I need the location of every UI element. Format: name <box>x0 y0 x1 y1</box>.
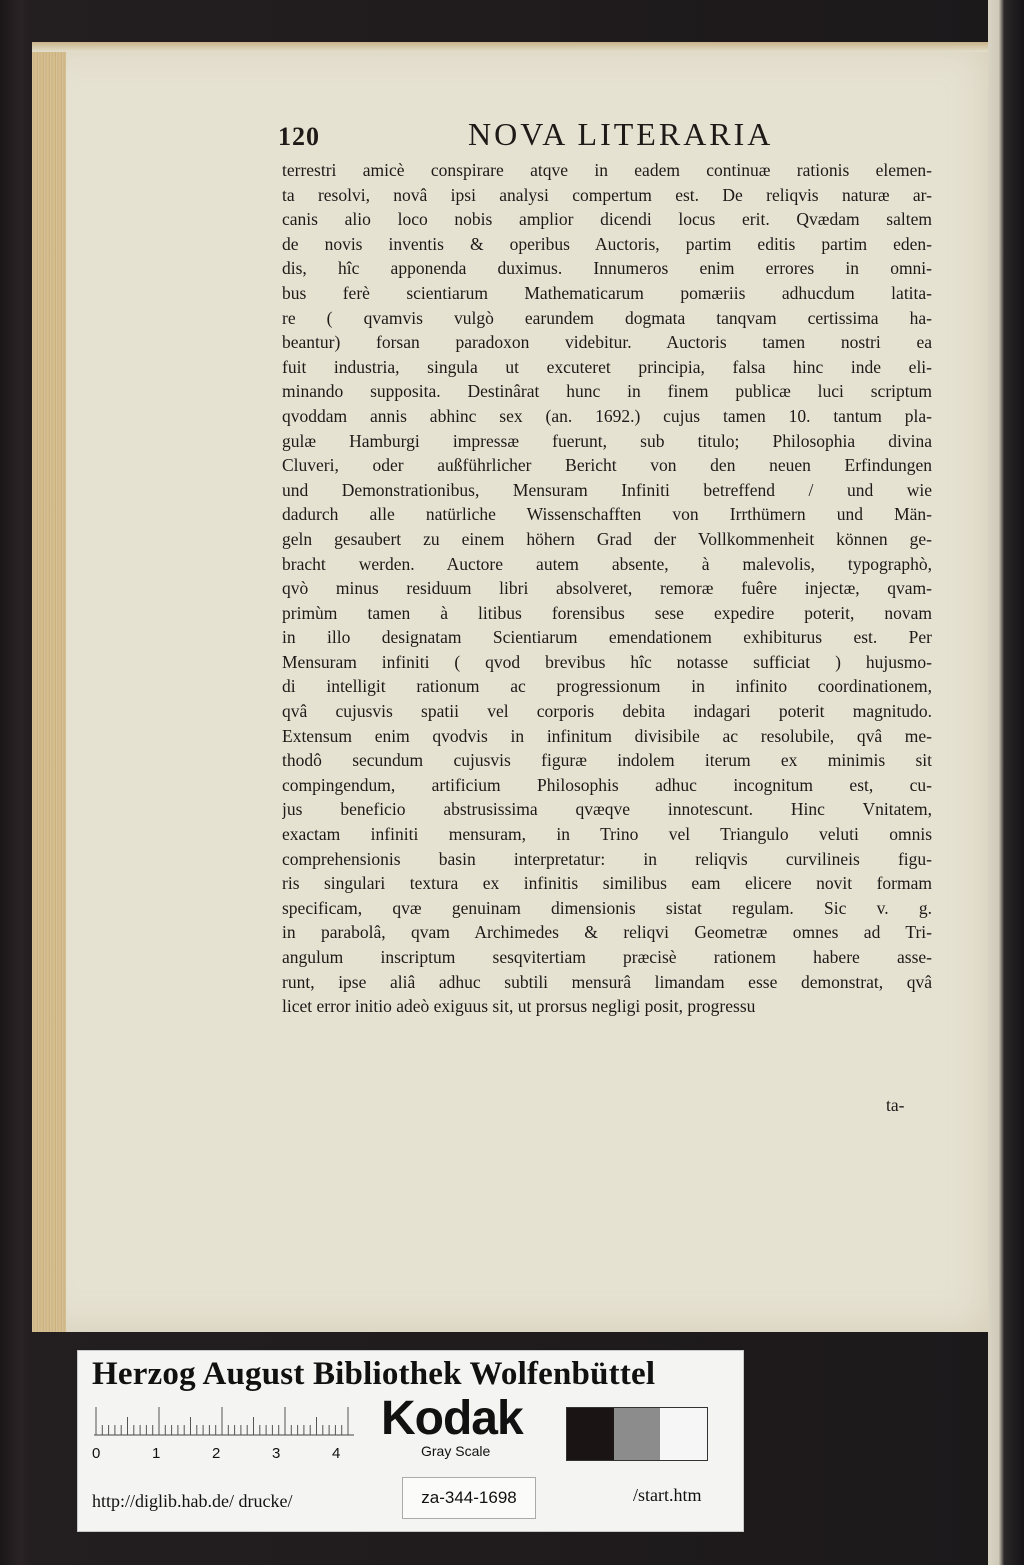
text-line: Extensum enim qvodvis in infinitum divisibile ac resolubile, qvâ me- <box>282 725 932 746</box>
text-line: specificam, qvæ genuinam dimensionis sistat regulam. Sic v. g. <box>282 897 932 918</box>
ruler-label: 0 <box>92 1445 101 1462</box>
text-line: re ( qvamvis vulgò earundem dogmata tanqvam certissima ha- <box>282 307 932 328</box>
ruler-scale <box>94 1405 354 1441</box>
ruler-label: 1 <box>152 1445 161 1462</box>
text-line: compingendum, artificium Philosophis adhuc incognitum est, cu- <box>282 774 932 795</box>
text-line: in parabolâ, qvam Archimedes & reliqvi Geometræ omnes ad Tri- <box>282 922 932 943</box>
text-line: dadurch alle natürliche Wissenschafften von Irrthümern und Män- <box>282 504 932 525</box>
ruler-label: 3 <box>272 1445 281 1462</box>
ruler-ticks <box>96 1407 348 1435</box>
text-line: comprehensionis basin interpretatur: in reliqvis curvilineis figu- <box>282 848 932 869</box>
text-line: licet error initio adeò exiguus sit, ut prorsus negligi posit, progressu <box>282 996 756 1017</box>
kodak-logo: Kodak <box>381 1392 523 1445</box>
text-line: bracht werden. Auctore autem absente, à malevolis, typographò, <box>282 553 932 574</box>
text-line: ris singulari textura ex infinitis similibus eam elicere novit formam <box>282 873 932 894</box>
shelfmark: za-344-1698 <box>402 1477 536 1519</box>
body-text <box>282 158 932 1019</box>
page-fore-edge <box>32 42 66 1332</box>
running-head: NOVA LITERARIA <box>468 116 774 152</box>
page-number: 120 <box>278 122 320 151</box>
text-line: de novis inventis & operibus Auctoris, partim editis partim eden- <box>282 233 932 254</box>
text-line: dis, hîc apponenda duximus. Innumeros enim errores in omni- <box>282 258 932 279</box>
gray-scale-patches <box>566 1407 708 1461</box>
text-line: thodô secundum cujusvis figuræ indolem iterum ex minimis sit <box>282 750 932 771</box>
page-header <box>278 116 938 156</box>
text-line: runt, ipse aliâ adhuc subtili mensurâ limandam esse demonstrat, qvâ <box>282 971 932 992</box>
text-line: gulæ Hamburgi impressæ fuerunt, sub titulo; Philosophia divina <box>282 430 932 451</box>
gray-patch <box>614 1408 661 1460</box>
ruler-label: 2 <box>212 1445 221 1462</box>
text-line: in illo designatam Scientiarum emendationem exhibiturus est. Per <box>282 627 932 648</box>
text-line: ta resolvi, novâ ipsi analysi compertum est. De reliqvis naturæ ar- <box>282 184 932 205</box>
catchword: ta- <box>886 1095 905 1115</box>
text-line: qvò minus residuum libri absolveret, remoræ fuêre injectæ, qvam- <box>282 578 932 599</box>
text-line: geln gesaubert zu einem höhern Grad der Vollkommenheit können ge- <box>282 528 932 549</box>
text-line: bus ferè scientiarum Mathematicarum pomæriis adhucdum latita- <box>282 282 932 303</box>
gray-patch <box>660 1408 707 1460</box>
page-top-edge <box>32 42 988 52</box>
text-line: primùm tamen à litibus forensibus sese expedire poterit, novam <box>282 602 932 623</box>
text-line: minando supposita. Destinârat hunc in finem publicæ luci scriptum <box>282 381 932 402</box>
url-prefix: http://diglib.hab.de/ drucke/ <box>92 1491 293 1511</box>
text-line: qvâ cujusvis spatii vel corporis debita indagari poterit magnitudo. <box>282 701 932 722</box>
text-line: angulum inscriptum sesqvitertiam præcisè rationem habere asse- <box>282 947 932 967</box>
text-line: Cluveri, oder außführlicher Bericht von den neuen Erfindungen <box>282 455 932 476</box>
color-target-card <box>77 1350 744 1532</box>
library-name: Herzog August Bibliothek Wolfenbüttel <box>92 1356 656 1392</box>
text-line: terrestri amicè conspirare atqve in eadem continuæ rationis elemen- <box>282 160 932 180</box>
gray-patch <box>567 1408 614 1460</box>
ruler-labels <box>92 1445 352 1465</box>
text-line: fuit industria, singula ut excuteret principia, falsa hinc inde eli- <box>282 356 932 377</box>
url-suffix: /start.htm <box>633 1485 702 1505</box>
text-line: canis alio loco nobis amplior dicendi locus erit. Qvædam saltem <box>282 209 932 230</box>
gray-scale-label: Gray Scale <box>421 1443 491 1459</box>
text-line: di intelligit rationum ac progressionum in infinito coordinationem, <box>282 676 932 697</box>
text-line: und Demonstrationibus, Mensuram Infiniti betreffend / und wie <box>282 479 932 500</box>
text-line: jus beneficio abstrusissima qvæqve innotescunt. Hinc Vnitatem, <box>282 799 932 820</box>
ruler-label: 4 <box>332 1445 341 1462</box>
text-line: exactam infiniti mensuram, in Trino vel Triangulo veluti omnis <box>282 824 932 845</box>
text-line: Mensuram infiniti ( qvod brevibus hîc notasse sufficiat ) hujusmo- <box>282 651 932 672</box>
facing-page-edge <box>988 0 1024 1565</box>
text-line: beantur) forsan paradoxon videbitur. Auctoris tamen nostri ea <box>282 332 932 353</box>
text-line: qvoddam annis abhinc sex (an. 1692.) cujus tamen 10. tantum pla- <box>282 405 932 426</box>
